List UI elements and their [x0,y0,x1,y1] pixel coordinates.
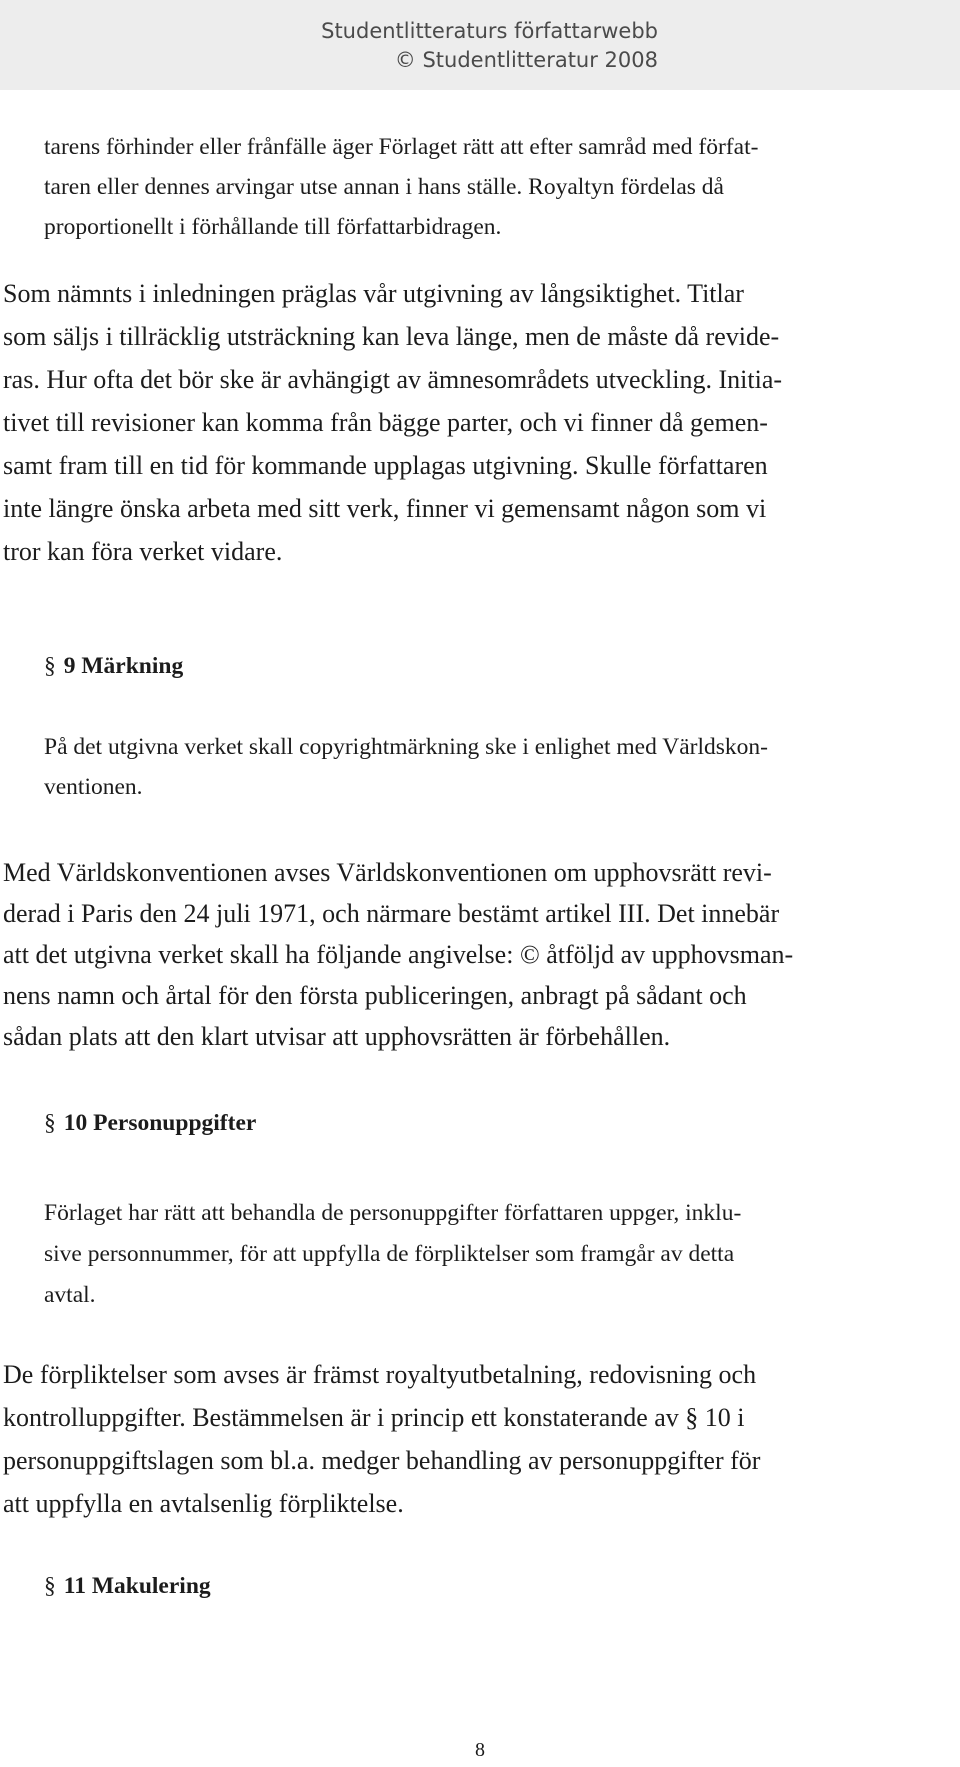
text-line: derad i Paris den 24 juli 1971, och närmare bestämt artikel III. Det innebär [3,899,780,928]
section-heading-9 [44,646,183,686]
section-sign-icon: § [44,653,56,679]
header-copyright: © Studentlitteratur 2008 [394,48,658,72]
page-header [0,0,960,90]
page-number: 8 [475,1739,485,1761]
text-line: Som nämnts i inledningen präglas vår utgivning av långsiktighet. Titlar [3,279,744,308]
text-line: Förlaget har rätt att behandla de personuppgifter författaren uppger, inklu- [44,1200,742,1226]
paragraph-revisions [3,272,782,573]
paragraph-world-convention [3,852,793,1057]
text-line: att det utgivna verket skall ha följande angivelse: © åtföljd av upphovsman- [3,940,794,969]
text-line: På det utgivna verket skall copyrightmärkning ske i enlighet med Världskon- [44,734,768,760]
text-line: tivet till revisioner kan komma från bägge parter, och vi finner då gemen- [3,408,768,437]
text-line: som säljs i tillräcklig utsträckning kan leva länge, men de måste då revide- [3,322,780,351]
text-line: De förpliktelser som avses är främst royaltyutbetalning, redovisning och [3,1360,757,1389]
paragraph-obligations [3,1353,760,1525]
text-line: tarens förhinder eller frånfälle äger Förlaget rätt att efter samråd med förfat- [44,134,759,160]
text-line: nens namn och årtal för den första publiceringen, anbragt på sådant och [3,981,747,1010]
text-line: proportionellt i förhållande till författarbidragen. [44,214,502,240]
section-sign-icon: § [44,1110,56,1136]
section-title: 11 Makulering [63,1573,211,1599]
text-line: ventionen. [44,774,143,800]
paragraph-personal-data [44,1193,741,1316]
text-line: personuppgiftslagen som bl.a. medger behandling av personuppgifter för [3,1446,761,1475]
text-line: taren eller dennes arvingar utse annan i hans ställe. Royaltyn fördelas då [44,174,724,200]
section-title: 9 Märkning [63,653,184,679]
section-heading-11 [44,1566,211,1606]
paragraph-royalty-distribution [44,127,758,247]
text-line: Med Världskonventionen avses Världskonventionen om upphovsrätt revi- [3,858,772,887]
text-line: sive personnummer, för att uppfylla de förpliktelser som framgår av detta [44,1241,735,1267]
paragraph-marking [44,727,768,807]
text-line: inte längre önska arbeta med sitt verk, finner vi gemensamt någon som vi [3,494,767,523]
text-line: samt fram till en tid för kommande upplagas utgivning. Skulle författaren [3,451,768,480]
text-line: tror kan föra verket vidare. [3,537,283,566]
text-line: att uppfylla en avtalsenlig förpliktelse. [3,1489,404,1518]
text-line: kontrolluppgifter. Bestämmelsen är i princip ett konstaterande av § 10 i [3,1403,745,1432]
text-line: ras. Hur ofta det bör ske är avhängigt av ämnesområdets utveckling. Initia- [3,365,783,394]
header-site-title: Studentlitteraturs författarwebb [321,19,658,43]
text-line: sådan plats att den klart utvisar att upphovsrätten är förbehållen. [3,1022,671,1051]
text-line: avtal. [44,1282,96,1308]
section-sign-icon: § [44,1573,56,1599]
section-title: 10 Personuppgifter [63,1110,257,1136]
section-heading-10 [44,1103,256,1143]
